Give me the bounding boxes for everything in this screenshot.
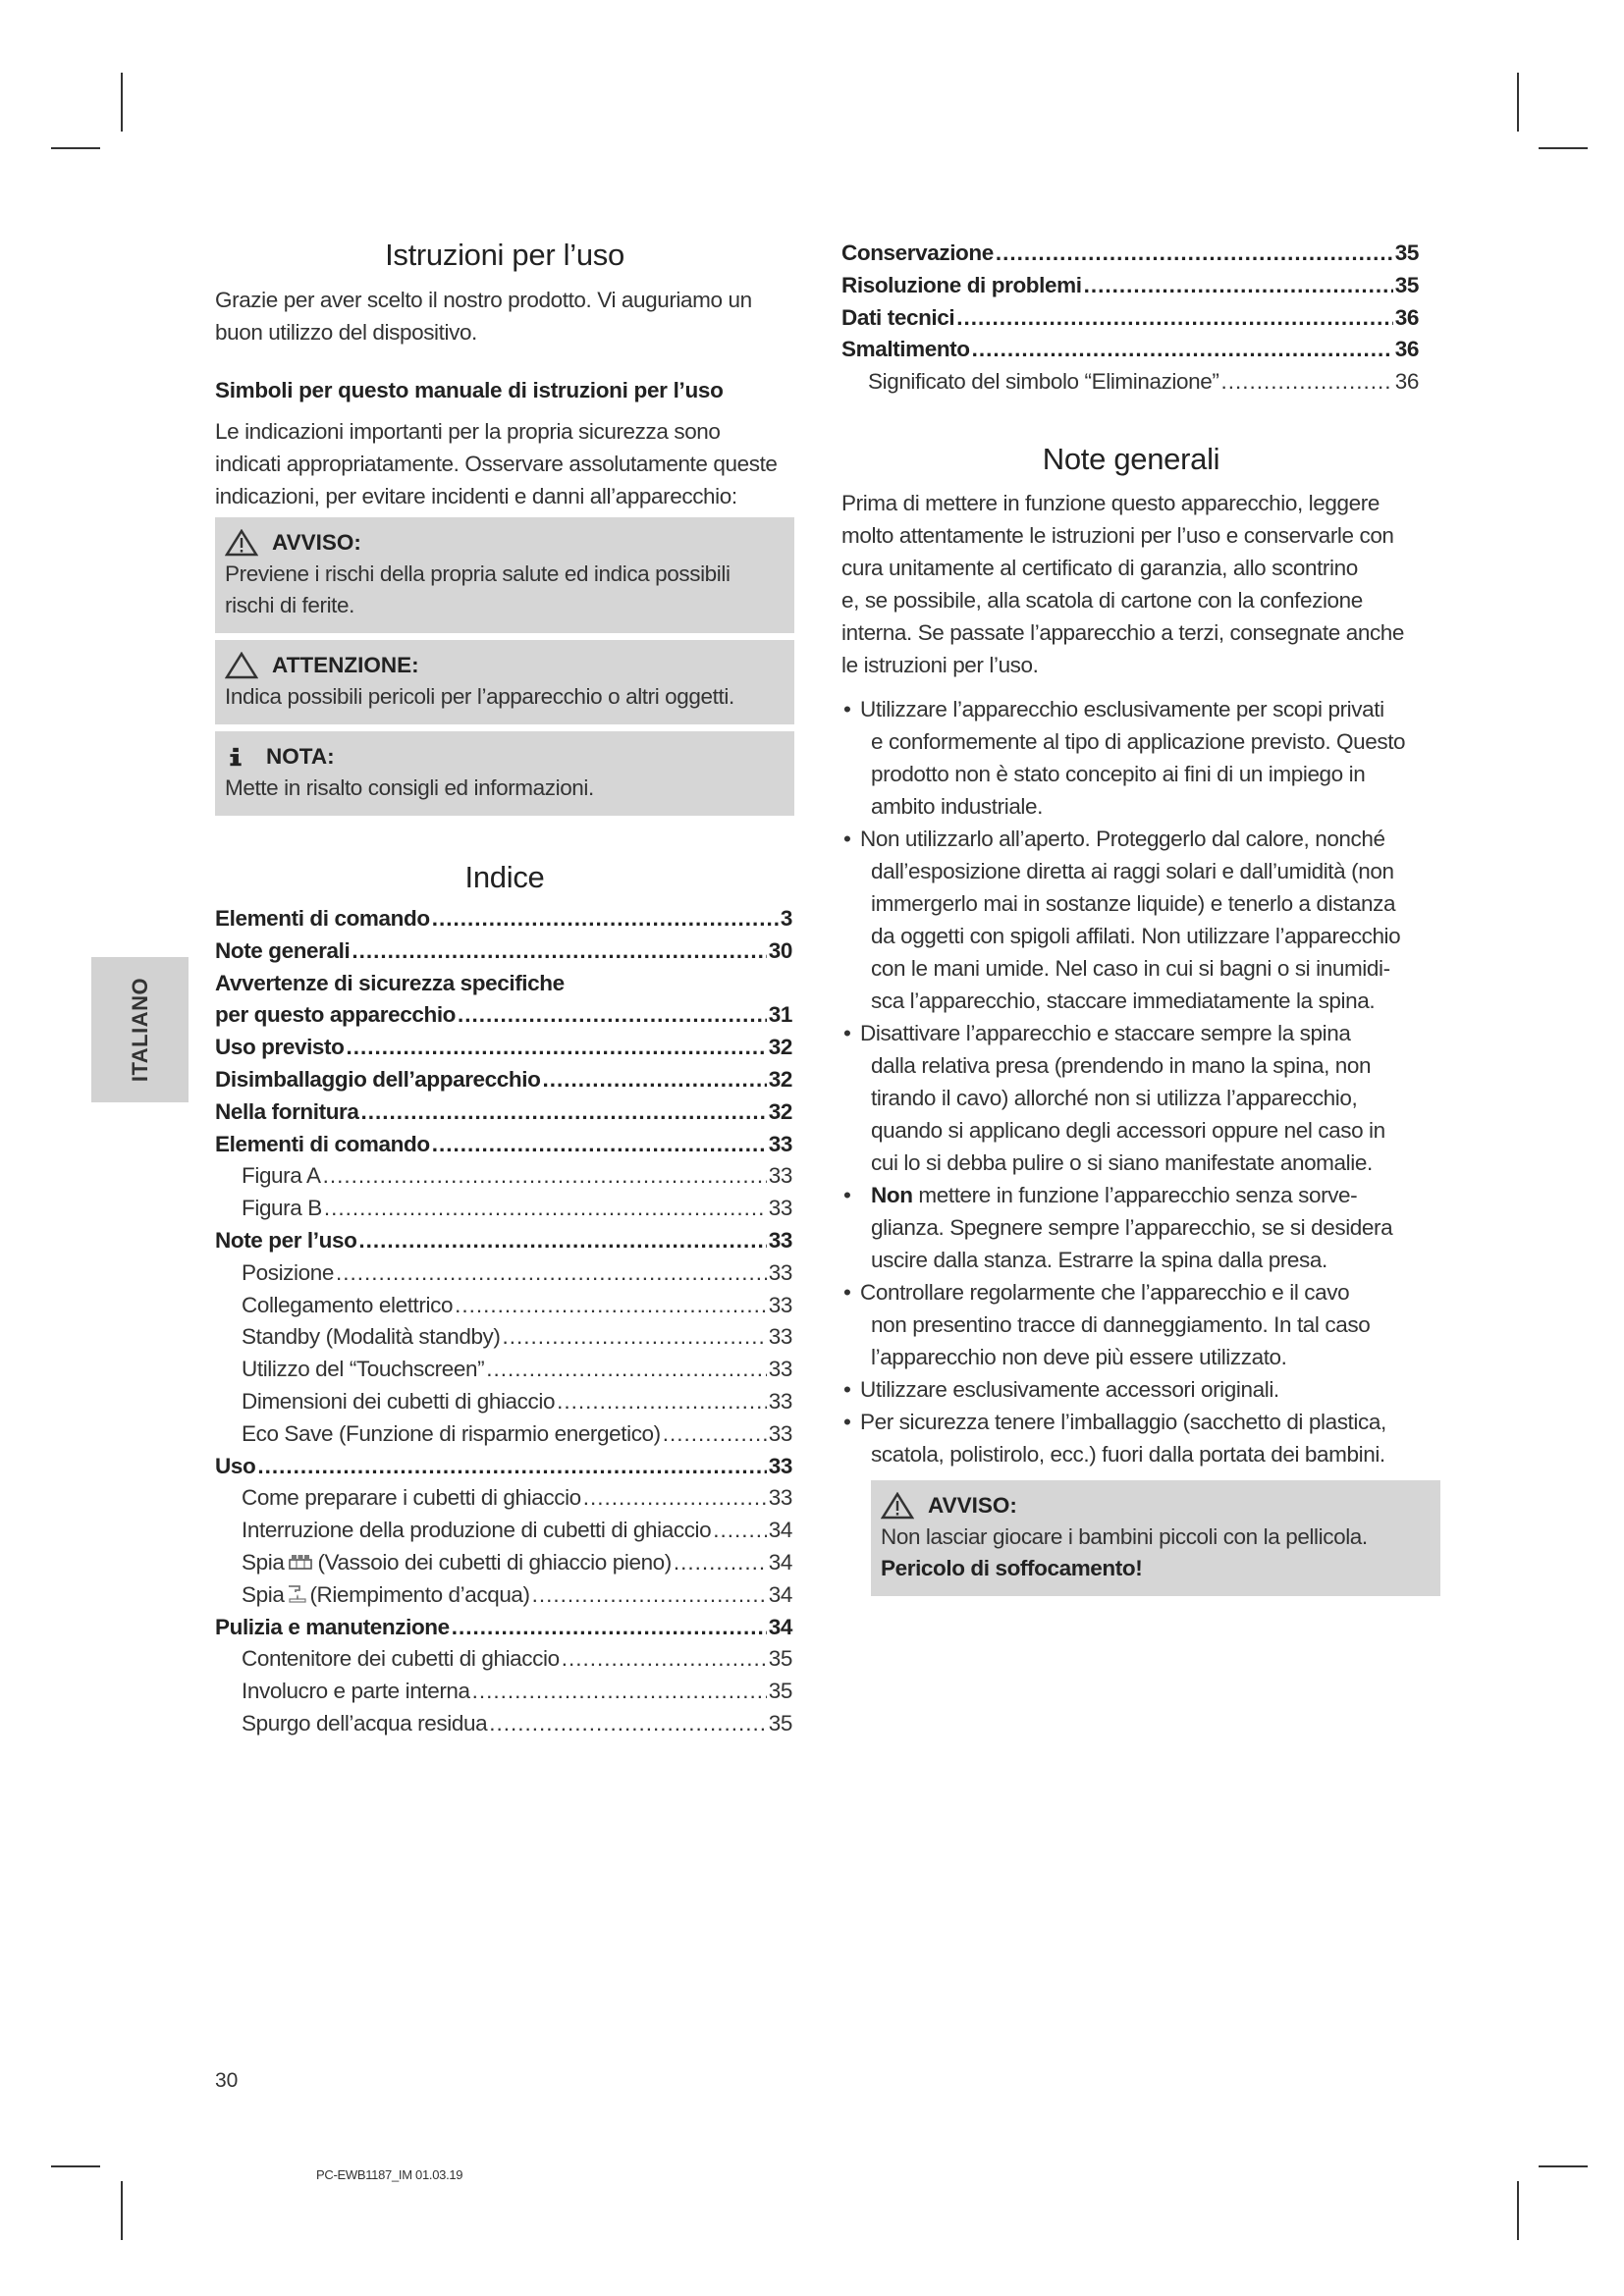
toc-entry-label (215, 903, 430, 935)
bullet-item (841, 1406, 1431, 1470)
general-notes-line: e, se possibile, alla scatola di cartone con la confezione (841, 588, 1363, 613)
note-box (215, 731, 794, 816)
symbols-text (215, 415, 804, 512)
warning-box (871, 1480, 1440, 1596)
crop-mark (1517, 73, 1519, 132)
box-text: rischi di ferite. (225, 593, 354, 617)
toc-entry-text: Risoluzione di problemi (841, 272, 1082, 297)
toc-leader (452, 1612, 767, 1644)
toc-leader (503, 1321, 767, 1354)
bullet-item (841, 1373, 1431, 1406)
toc-page-number: 31 (768, 1002, 792, 1028)
bullet-line: • Non mettere in funzione l’apparecchio senza sorve- (871, 1183, 1358, 1207)
toc-entry-text: Posizione (242, 1259, 334, 1285)
footer-code: PC-EWB1187_IM 01.03.19 (316, 2167, 463, 2182)
bullet-item (841, 693, 1431, 823)
crop-mark (1517, 2181, 1519, 2240)
toc-page-number: 35 (1394, 240, 1419, 265)
language-tab-label: ITALIANO (127, 977, 152, 1083)
box-title: ATTENZIONE: (272, 653, 419, 677)
toc-leader (1220, 366, 1392, 399)
toc-entry[interactable] (215, 1386, 792, 1418)
caution-box (215, 640, 794, 724)
toc-entry[interactable] (215, 1676, 792, 1708)
bullet-line: quando si applicano degli accessori oppure nel caso in (871, 1118, 1385, 1143)
table-of-contents-continued (841, 238, 1419, 399)
toc-entry[interactable] (215, 1579, 792, 1612)
warning-triangle-icon (225, 529, 258, 557)
toc-leader (583, 1482, 767, 1515)
toc-entry[interactable] (215, 968, 792, 1000)
toc-entry-text: Involucro e parte interna (242, 1679, 470, 1704)
crop-mark (51, 2165, 100, 2167)
toc-entry-text: Significato del simbolo “Eliminazione” (868, 369, 1219, 395)
bullet-item (841, 823, 1431, 1017)
toc-entry-label (242, 1579, 530, 1612)
toc-entry-label (215, 1451, 255, 1483)
toc-page-number: 34 (768, 1518, 792, 1543)
toc-entry[interactable] (841, 238, 1419, 270)
toc-page-number: 34 (768, 1614, 792, 1639)
toc-page-number: 33 (768, 1227, 792, 1253)
bullet-line: da oggetti con spigoli affilati. Non utilizzare l’apparecchio (871, 924, 1401, 948)
box-title: NOTA: (266, 744, 335, 769)
toc-page-number: 35 (768, 1679, 792, 1704)
toc-entry-label (215, 1096, 359, 1129)
toc-entry-text: Dimensioni dei cubetti di ghiaccio (242, 1388, 556, 1414)
toc-leader (713, 1515, 767, 1547)
toc-entry[interactable] (215, 1708, 792, 1740)
warning-triangle-icon (881, 1492, 914, 1520)
toc-entry-label (841, 334, 970, 366)
toc-entry[interactable] (215, 1482, 792, 1515)
intro-line: Grazie per aver scelto il nostro prodotto. Vi auguriamo un (215, 288, 752, 312)
toc-entry-text: Note per l’uso (215, 1227, 357, 1253)
general-notes-title: Note generali (1042, 442, 1220, 476)
toc-leader (324, 1193, 767, 1225)
toc-entry[interactable] (215, 1257, 792, 1290)
toc-entry-text: Spurgo dell’acqua residua (242, 1710, 488, 1735)
toc-entry-text: Disimballaggio dell’apparecchio (215, 1066, 541, 1092)
toc-entry-label (242, 1321, 501, 1354)
crop-mark (121, 73, 123, 132)
toc-page-number: 32 (768, 1035, 792, 1060)
toc-entry-suffix: (Vassoio dei cubetti di ghiaccio pieno) (317, 1549, 672, 1575)
toc-entry-text: Collegamento elettrico (242, 1292, 454, 1317)
toc-entry-label (242, 1290, 453, 1322)
bullet-line: • Non utilizzarlo all’aperto. Proteggerlo dal calore, nonché (860, 827, 1385, 851)
toc-leader (361, 1096, 767, 1129)
toc-leader (455, 1290, 767, 1322)
toc-leader (323, 1160, 767, 1193)
toc-entry-text: Uso previsto (215, 1035, 345, 1060)
toc-entry-label (242, 1676, 470, 1708)
caution-triangle-icon (225, 652, 258, 679)
toc-page-number: 35 (1394, 272, 1419, 297)
toc-entry[interactable] (215, 1515, 792, 1547)
toc-entry-text: Spia (242, 1549, 285, 1575)
toc-page-number: 33 (768, 1292, 792, 1317)
toc-entry-text: Spia (242, 1581, 285, 1607)
toc-entry[interactable] (215, 1547, 792, 1579)
general-notes-line: interna. Se passate l’apparecchio a terzi, consegnate anche (841, 620, 1405, 645)
toc-entry[interactable] (215, 1193, 792, 1225)
toc-entry[interactable] (215, 1643, 792, 1676)
toc-entry-label (841, 270, 1082, 302)
bullet-item (841, 1179, 1431, 1276)
toc-entry-text: Standby (Modalità standby) (242, 1324, 501, 1350)
page-number: 30 (215, 2069, 239, 2092)
toc-leader (663, 1418, 767, 1451)
symbols-line: Le indicazioni importanti per la propria sicurezza sono (215, 419, 721, 444)
toc-entry-label (215, 968, 565, 1000)
toc-page-number: 32 (768, 1066, 792, 1092)
info-icon (229, 743, 252, 771)
toc-page-number: 33 (768, 1388, 792, 1414)
toc-entry-text: Uso (215, 1453, 256, 1478)
toc-page-number: 33 (768, 1324, 792, 1350)
toc-entry-text: Nella fornitura (215, 1098, 359, 1124)
toc-entry-label (215, 1129, 430, 1161)
toc-page-number: 33 (768, 1259, 792, 1285)
toc-entry-text: Eco Save (Funzione di risparmio energetico) (242, 1420, 661, 1446)
toc-entry[interactable] (215, 1064, 792, 1096)
toc-entry[interactable] (215, 1321, 792, 1354)
toc-page-number: 33 (768, 1131, 792, 1156)
toc-entry-label (242, 1708, 487, 1740)
toc-entry[interactable] (841, 334, 1419, 366)
toc-entry-label (215, 1225, 356, 1257)
toc-entry[interactable] (215, 1160, 792, 1193)
crop-mark (1539, 147, 1588, 149)
box-text: Previene i rischi della propria salute ed indica possibili (225, 561, 731, 586)
table-of-contents (215, 903, 792, 1740)
toc-entry-label (868, 366, 1218, 399)
toc-leader (257, 1451, 766, 1483)
bullet-line: tirando il cavo) allorché non si utilizza l’apparecchio, (871, 1086, 1358, 1110)
toc-entry-label (841, 238, 994, 270)
toc-entry-label (242, 1515, 711, 1547)
toc-entry-text: Elementi di comando (215, 1131, 430, 1156)
toc-entry-text: Elementi di comando (215, 906, 430, 931)
index-title: Indice (464, 860, 545, 894)
toc-entry-text: Avvertenze di sicurezza specifiche (215, 970, 565, 995)
box-text: Indica possibili pericoli per l’apparecchio o altri oggetti. (225, 684, 734, 709)
toc-entry-text: Utilizzo del “Touchscreen” (242, 1357, 485, 1382)
manual-title: Istruzioni per l’uso (385, 238, 624, 272)
toc-entry-text: Contenitore dei cubetti di ghiaccio (242, 1646, 560, 1672)
toc-leader (972, 334, 1393, 366)
crop-mark (121, 2181, 123, 2240)
toc-page-number: 30 (768, 937, 792, 963)
intro-text (215, 284, 794, 348)
toc-entry-label (242, 1193, 322, 1225)
bullet-line: • Utilizzare esclusivamente accessori originali. (860, 1377, 1279, 1402)
toc-entry-label (215, 1064, 540, 1096)
toc-page-number: 33 (768, 1163, 792, 1189)
bullet-line: immergerlo mai in sostanze liquide) e tenerlo a distanza (871, 891, 1396, 916)
toc-entry-text: Figura B (242, 1196, 322, 1221)
language-tab (91, 957, 189, 1102)
toc-entry-label (242, 1643, 560, 1676)
box-title: AVVISO: (928, 1493, 1017, 1518)
bullet-line: scatola, polistirolo, ecc.) fuori dalla portata dei bambini. (871, 1442, 1385, 1467)
toc-leader (358, 1225, 766, 1257)
toc-entry-label (215, 935, 350, 968)
general-notes-line: cura unitamente al certificato di garanzia, allo scontrino (841, 556, 1358, 580)
symbols-line: indicati appropriatamente. Osservare assolutamente queste (215, 452, 778, 476)
toc-leader (532, 1579, 767, 1612)
toc-leader (674, 1547, 767, 1579)
toc-leader (489, 1708, 767, 1740)
toc-entry[interactable] (215, 1129, 792, 1161)
toc-page-number: 33 (768, 1485, 792, 1511)
toc-page-number: 35 (768, 1646, 792, 1672)
toc-entry[interactable] (215, 1096, 792, 1129)
bullet-line: dall’esposizione diretta ai raggi solari e dall’umidità (non (871, 859, 1394, 883)
toc-page-number: 33 (768, 1196, 792, 1221)
toc-leader (336, 1257, 767, 1290)
toc-entry-text: Dati tecnici (841, 304, 955, 330)
toc-page-number: 36 (1394, 337, 1419, 362)
toc-entry[interactable] (215, 1032, 792, 1064)
toc-entry-label (215, 999, 456, 1032)
toc-entry[interactable] (215, 1451, 792, 1483)
toc-page-number: 33 (768, 1357, 792, 1382)
bullet-line: cui lo si debba pulire o si siano manifestate anomalie. (871, 1150, 1373, 1175)
toc-entry[interactable] (215, 903, 792, 935)
toc-page-number: 32 (768, 1098, 792, 1124)
bullet-line: sca l’apparecchio, staccare immediatamente la spina. (871, 988, 1376, 1013)
toc-leader (472, 1676, 767, 1708)
toc-leader (486, 1354, 767, 1386)
toc-page-number: 3 (780, 906, 792, 931)
toc-entry-label (215, 1032, 345, 1064)
toc-page-number: 35 (768, 1710, 792, 1735)
crop-mark (51, 147, 100, 149)
toc-entry[interactable] (841, 302, 1419, 335)
bullet-line: prodotto non è stato concepito ai fini di un impiego in (871, 762, 1366, 786)
bullet-item (841, 1276, 1431, 1373)
ice-tray-full-icon (288, 1552, 313, 1572)
bullet-line: l’apparecchio non deve più essere utilizzato. (871, 1345, 1287, 1369)
intro-line: buon utilizzo del dispositivo. (215, 320, 477, 345)
toc-entry-text: Interruzione della produzione di cubetti di ghiaccio (242, 1518, 712, 1543)
bullet-line: dalla relativa presa (prendendo in mano la spina, non (871, 1053, 1372, 1078)
toc-entry-label (242, 1354, 484, 1386)
toc-entry-label (242, 1257, 334, 1290)
toc-entry-label (242, 1482, 581, 1515)
toc-leader (432, 903, 779, 935)
box-text: Non lasciar giocare i bambini piccoli con la pellicola. (881, 1524, 1368, 1549)
toc-page-number: 36 (1394, 304, 1419, 330)
toc-leader (542, 1064, 766, 1096)
crop-mark (1539, 2165, 1588, 2167)
toc-entry[interactable] (215, 1354, 792, 1386)
box-text: Mette in risalto consigli ed informazioni. (225, 775, 594, 800)
toc-entry-label (242, 1386, 555, 1418)
toc-page-number: 34 (768, 1581, 792, 1607)
toc-entry-label (242, 1160, 321, 1193)
toc-entry-text: Smaltimento (841, 337, 970, 362)
toc-entry[interactable] (841, 270, 1419, 302)
bullet-line: uscire dalla stanza. Estrarre la spina dalla presa. (871, 1248, 1327, 1272)
toc-leader (562, 1643, 767, 1676)
warning-box (215, 517, 794, 633)
box-title: AVVISO: (272, 530, 361, 555)
toc-leader (1084, 270, 1393, 302)
toc-page-number: 36 (1394, 369, 1419, 395)
bullet-line: non presentino tracce di danneggiamento. In tal caso (871, 1312, 1371, 1337)
toc-leader (557, 1386, 767, 1418)
toc-entry[interactable] (215, 1418, 792, 1451)
toc-entry-label (242, 1547, 672, 1579)
toc-page-number: 33 (768, 1420, 792, 1446)
water-fill-icon (286, 1582, 307, 1604)
toc-page-number: 33 (768, 1453, 792, 1478)
toc-entry[interactable] (841, 366, 1419, 399)
bullet-item (841, 1017, 1431, 1179)
bullet-line: glianza. Spegnere sempre l’apparecchio, se si desidera (871, 1215, 1393, 1240)
toc-leader (347, 1032, 767, 1064)
toc-entry[interactable] (215, 935, 792, 968)
general-notes-line: molto attentamente le istruzioni per l’uso e conservarle con (841, 523, 1394, 548)
toc-leader (432, 1129, 767, 1161)
bullet-line: con le mani umide. Nel caso in cui si bagni o si inumidi- (871, 956, 1390, 981)
toc-entry-label (215, 1612, 450, 1644)
toc-entry-label (841, 302, 954, 335)
bullet-line: • Utilizzare l’apparecchio esclusivamente per scopi privati (860, 697, 1384, 721)
bullet-line: • Controllare regolarmente che l’apparecchio e il cavo (860, 1280, 1350, 1305)
general-notes-intro (841, 487, 1431, 681)
toc-entry-suffix: (Riempimento d’acqua) (309, 1581, 530, 1607)
bullet-line: • Per sicurezza tenere l’imballaggio (sacchetto di plastica, (860, 1410, 1386, 1434)
toc-entry-text: Figura A (242, 1163, 321, 1189)
bullet-line: ambito industriale. (871, 794, 1043, 819)
toc-entry[interactable] (215, 999, 792, 1032)
toc-entry-text: per questo apparecchio (215, 1002, 457, 1028)
bullet-line: • Disattivare l’apparecchio e staccare sempre la spina (860, 1021, 1351, 1045)
box-text-emphasis: Pericolo di soffocamento! (881, 1556, 1143, 1580)
toc-leader (996, 238, 1393, 270)
toc-entry[interactable] (215, 1290, 792, 1322)
general-notes-line: Prima di mettere in funzione questo apparecchio, leggere (841, 491, 1380, 515)
toc-entry[interactable] (215, 1612, 792, 1644)
toc-page-number: 34 (768, 1549, 792, 1575)
toc-entry[interactable] (215, 1225, 792, 1257)
toc-entry-text: Pulizia e manutenzione (215, 1614, 450, 1639)
toc-leader (956, 302, 1393, 335)
toc-leader (352, 935, 766, 968)
bullet-line: e conformemente al tipo di applicazione previsto. Questo (871, 729, 1406, 754)
safety-bullet-list (841, 693, 1431, 1470)
toc-leader (458, 999, 767, 1032)
toc-entry-label (242, 1418, 661, 1451)
toc-entry-text: Come preparare i cubetti di ghiaccio (242, 1485, 581, 1511)
symbols-line: indicazioni, per evitare incidenti e danni all’apparecchio: (215, 484, 737, 508)
toc-entry-text: Conservazione (841, 240, 994, 265)
general-notes-line: le istruzioni per l’uso. (841, 653, 1039, 677)
symbols-heading: Simboli per questo manuale di istruzioni per l’uso (215, 378, 724, 402)
toc-entry-text: Note generali (215, 937, 351, 963)
